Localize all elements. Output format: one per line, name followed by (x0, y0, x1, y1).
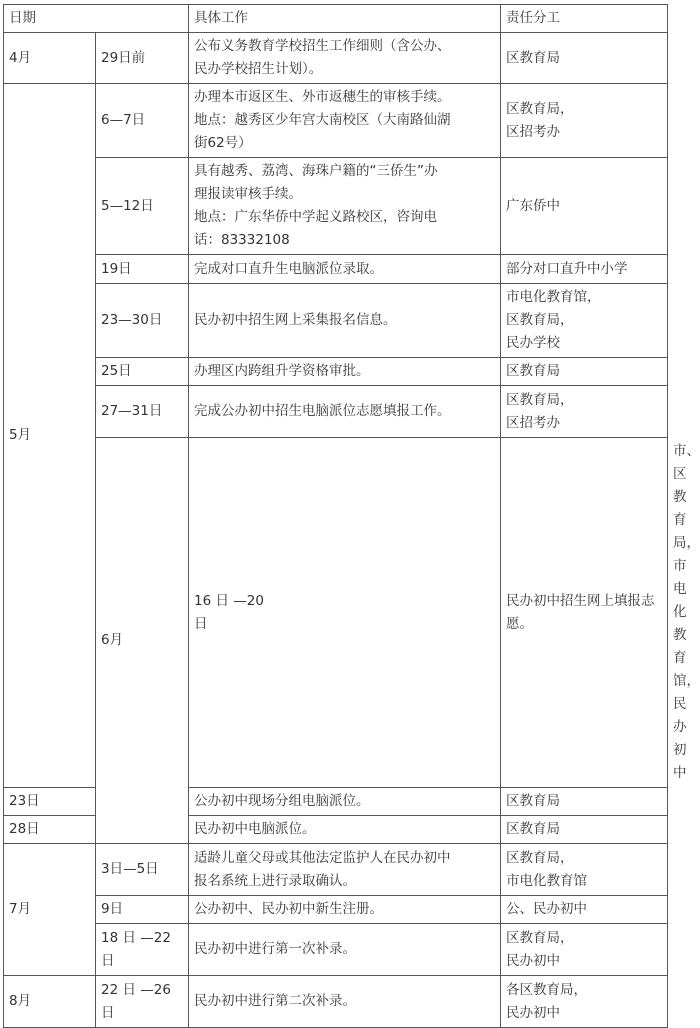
responsibility-cell (501, 284, 668, 358)
work-cell (189, 386, 501, 438)
responsibility-cell (501, 255, 668, 284)
table-row (4, 84, 668, 158)
day-line: 19日 (101, 260, 132, 277)
responsibility-cell (501, 788, 668, 816)
month-cell: 4月 (4, 33, 96, 84)
table-row (4, 924, 668, 976)
work-cell (189, 158, 501, 255)
work-line: 民办初中进行第一次补录。 (194, 941, 356, 957)
work-cell (189, 788, 501, 816)
resp-line: 市电化教育馆， (506, 289, 601, 305)
day-line: 日 (101, 952, 115, 969)
day-cell (189, 438, 501, 788)
table-row (4, 896, 668, 924)
resp-line: 区教育局 (506, 821, 560, 837)
work-line: 民办初中招生网上填报志愿。 (506, 592, 655, 632)
responsibility-cell (501, 816, 668, 844)
responsibility-cell (501, 358, 668, 386)
day-cell (96, 255, 189, 284)
work-line: 公办初中、民办初中新生注册。 (194, 901, 383, 917)
day-cell (96, 844, 189, 896)
resp-line: 区教育局 (506, 363, 560, 379)
resp-line: 区招考办 (506, 123, 560, 140)
day-cell (96, 924, 189, 976)
day-line: 25日 (101, 363, 132, 379)
month-cell: 8月 (4, 976, 96, 1028)
day-cell (96, 158, 189, 255)
resp-line: 区教育局， (506, 312, 574, 328)
day-cell (96, 358, 189, 386)
table-row (4, 358, 668, 386)
day-line: 27—31日 (101, 403, 163, 419)
work-line: 民办初中进行第二次补录。 (194, 993, 356, 1009)
day-cell (96, 976, 189, 1028)
month-cell: 5月 (4, 84, 96, 788)
resp-line: 区教育局 (506, 793, 560, 809)
resp-line: 区教育局 (506, 49, 560, 66)
work-cell (189, 284, 501, 358)
day-cell (4, 788, 96, 816)
day-line: 18 日 —22 (101, 929, 171, 946)
day-line: 9日 (101, 901, 124, 917)
work-line: 地点：越秀区少年宫大南校区（大南路仙湖 (194, 112, 451, 128)
day-line: 6—7日 (101, 112, 146, 128)
work-cell (189, 255, 501, 284)
day-line: 日 (101, 1004, 115, 1021)
table-row (4, 844, 668, 896)
resp-line: 民办学校 (506, 335, 560, 351)
responsibility-cell (501, 33, 668, 84)
responsibility-cell (501, 844, 668, 896)
day-cell (96, 33, 189, 84)
day-line: 23—30日 (101, 312, 163, 328)
resp-line: 公、民办初中 (506, 901, 587, 917)
work-cell (189, 358, 501, 386)
work-cell (189, 924, 501, 976)
day-line: 28日 (9, 821, 40, 837)
resp-line: 各区教育局， (506, 981, 587, 998)
resp-line: 区教育局， (506, 849, 574, 866)
responsibility-cell (501, 386, 668, 438)
work-line: 公布义务教育学校招生工作细则（含公办、 (194, 38, 451, 54)
day-cell (96, 84, 189, 158)
work-line: 适龄儿童父母或其他法定监护人在民办初中 (194, 849, 451, 866)
table-row (4, 284, 668, 358)
day-cell (96, 284, 189, 358)
resp-line: 广东侨中 (506, 197, 560, 214)
work-line: 理报读审核手续。 (194, 186, 302, 202)
work-line: 报名系统上进行录取确认。 (194, 872, 356, 889)
responsibility-cell (501, 924, 668, 976)
header-date: 日期 (4, 5, 189, 33)
month-cell: 7月 (4, 844, 96, 976)
work-cell (189, 844, 501, 896)
table-row: 6月 16 日 —20 日 民办初中招生网上填报志愿。 市、区教育局， 市电化教育馆， 民办初中 (4, 438, 668, 788)
responsibility-cell (501, 896, 668, 924)
table-row (4, 33, 668, 84)
day-line: 5—12日 (101, 197, 154, 214)
work-cell (189, 33, 501, 84)
resp-line: 区招考办 (506, 414, 560, 431)
work-line: 民办初中招生网上采集报名信息。 (194, 312, 397, 328)
responsibility-cell (501, 84, 668, 158)
header-work: 具体工作 (189, 5, 501, 33)
work-cell (501, 438, 668, 788)
work-cell (189, 896, 501, 924)
work-line: 办理区内跨组升学资格审批。 (194, 363, 370, 379)
responsibility-cell (501, 158, 668, 255)
work-line: 办理本市返区生、外市返穗生的审核手续。 (194, 89, 451, 105)
day-line: 3日—5日 (101, 861, 159, 877)
day-line: 23日 (9, 793, 40, 809)
resp-line: 民办初中 (506, 952, 560, 969)
resp-line: 市电化教育馆 (506, 872, 587, 889)
table-row (4, 255, 668, 284)
table-row (4, 976, 668, 1028)
work-line: 地点：广东华侨中学起义路校区，咨询电 (194, 209, 437, 225)
table-row (4, 386, 668, 438)
day-line: 22 日 —26 (101, 981, 171, 998)
work-cell (189, 976, 501, 1028)
resp-line: 区教育局， (506, 929, 574, 946)
table-row (4, 158, 668, 255)
header-row (4, 5, 668, 33)
day-cell (4, 816, 96, 844)
work-line: 民办学校招生计划）。 (194, 61, 323, 77)
work-line: 公办初中现场分组电脑派位。 (194, 793, 370, 809)
day-cell (96, 896, 189, 924)
work-line: 话：83332108 (194, 232, 290, 248)
resp-line: 部分对口直升中小学 (506, 260, 628, 277)
responsibility-cell (501, 976, 668, 1028)
work-cell (189, 816, 501, 844)
header-responsibility: 责任分工 (501, 5, 668, 33)
work-cell (189, 84, 501, 158)
resp-line: 区教育局， (506, 100, 574, 117)
month-cell: 6月 (96, 438, 189, 844)
day-line: 29日前 (101, 49, 146, 66)
resp-line: 民办初中 (506, 1004, 560, 1021)
work-line: 民办初中电脑派位。 (194, 821, 316, 837)
work-line: 具有越秀、荔湾、海珠户籍的“三侨生”办 (194, 163, 438, 179)
work-line: 完成对口直升生电脑派位录取。 (194, 260, 383, 277)
day-line: 日 (194, 615, 208, 632)
work-line: 完成公办初中招生电脑派位志愿填报工作。 (194, 403, 451, 419)
resp-line: 区教育局， (506, 391, 574, 408)
schedule-table (3, 4, 700, 1028)
day-line: 16 日 —20 (194, 592, 264, 609)
work-line: 街62号） (194, 135, 252, 151)
day-cell (96, 386, 189, 438)
